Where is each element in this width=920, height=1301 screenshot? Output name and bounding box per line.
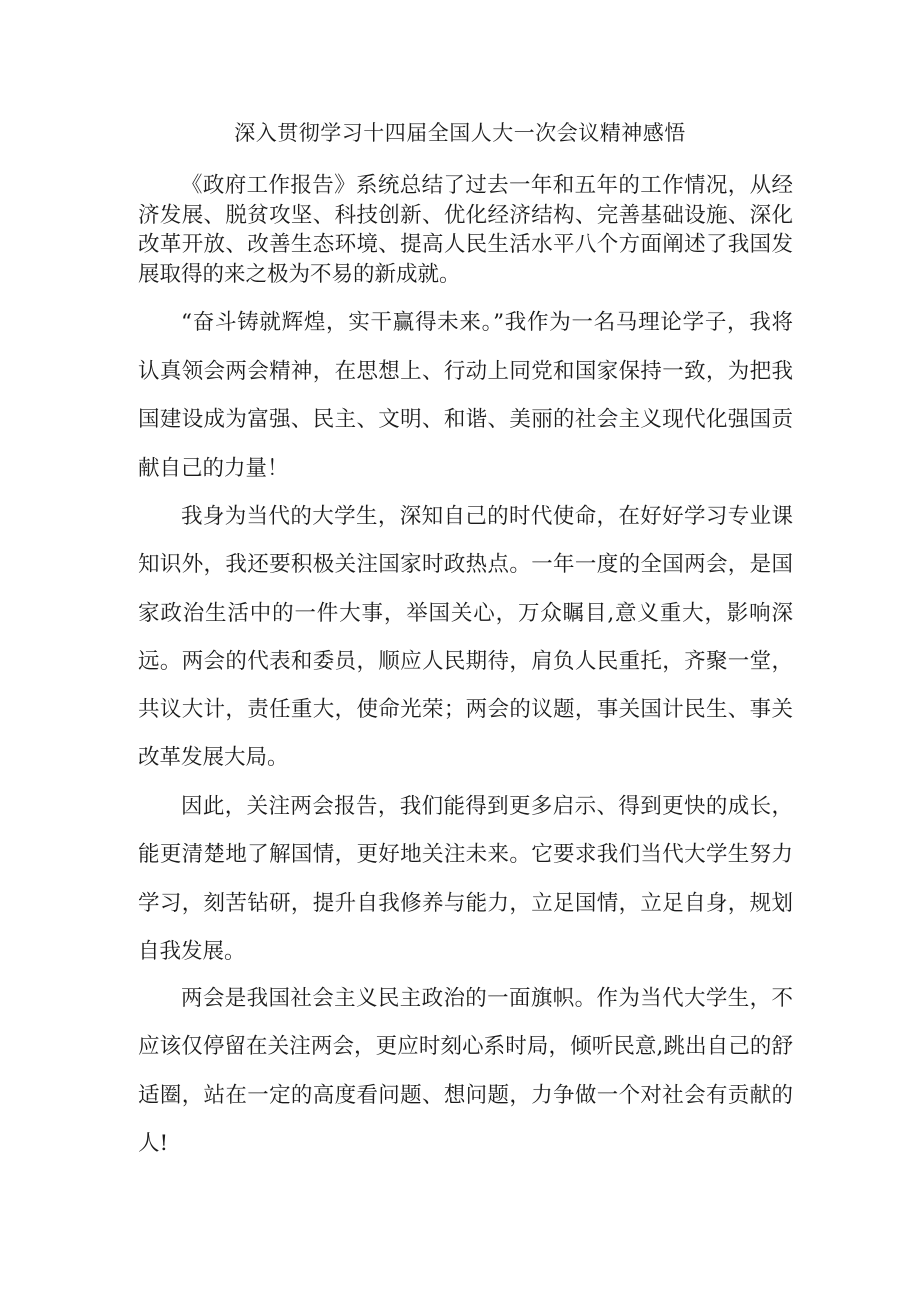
paragraph-4: 因此，关注两会报告，我们能得到更多启示、得到更快的成长，能更清楚地了解国情，更好地关注未来。它要求我们当代大学生努力学习，刻苦钻研，提升自我修养与能力，立足国情，立足自身，规划自我发展。 [138, 794, 793, 964]
paragraph-3: 我身为当代的大学生，深知自己的时代使命，在好好学习专业课知识外，我还要积极关注国家时政热点。一年一度的全国两会，是国家政治生活中的一件大事，举国关心，万众瞩目,意义重大，影响深远。两会的代表和委员，顺应人民期待，肩负人民重托，齐聚一堂，共议大计，责任重大，使命光荣；两会的议题，事关国计民生、事关改革发展大局。 [138, 504, 793, 771]
paragraph-2: “奋斗铸就辉煌，实干赢得未来。”我作为一名马理论学子，我将认真领会两会精神，在思想上、行动上同党和国家保持一致，为把我国建设成为富强、民主、文明、和谐、美丽的社会主义现代化强国贡献自己的力量！ [138, 310, 793, 481]
paragraph-5: 两会是我国社会主义民主政治的一面旗帜。作为当代大学生，不应该仅停留在关注两会，更应时刻心系时局，倾听民意,跳出自己的舒适圈，站在一定的高度看问题、想问题，力争做一个对社会有贡献的人! [138, 986, 793, 1156]
paragraph-1: 《政府工作报告》系统总结了过去一年和五年的工作情况，从经济发展、脱贫攻坚、科技创新、优化经济结构、完善基础设施、深化改革开放、改善生态环境、提高人民生活水平八个方面阐述了我国发展取得的来之极为不易的新成就。 [138, 173, 793, 287]
document-title: 深入贯彻学习十四届全国人大一次会议精神感悟 [234, 121, 686, 145]
